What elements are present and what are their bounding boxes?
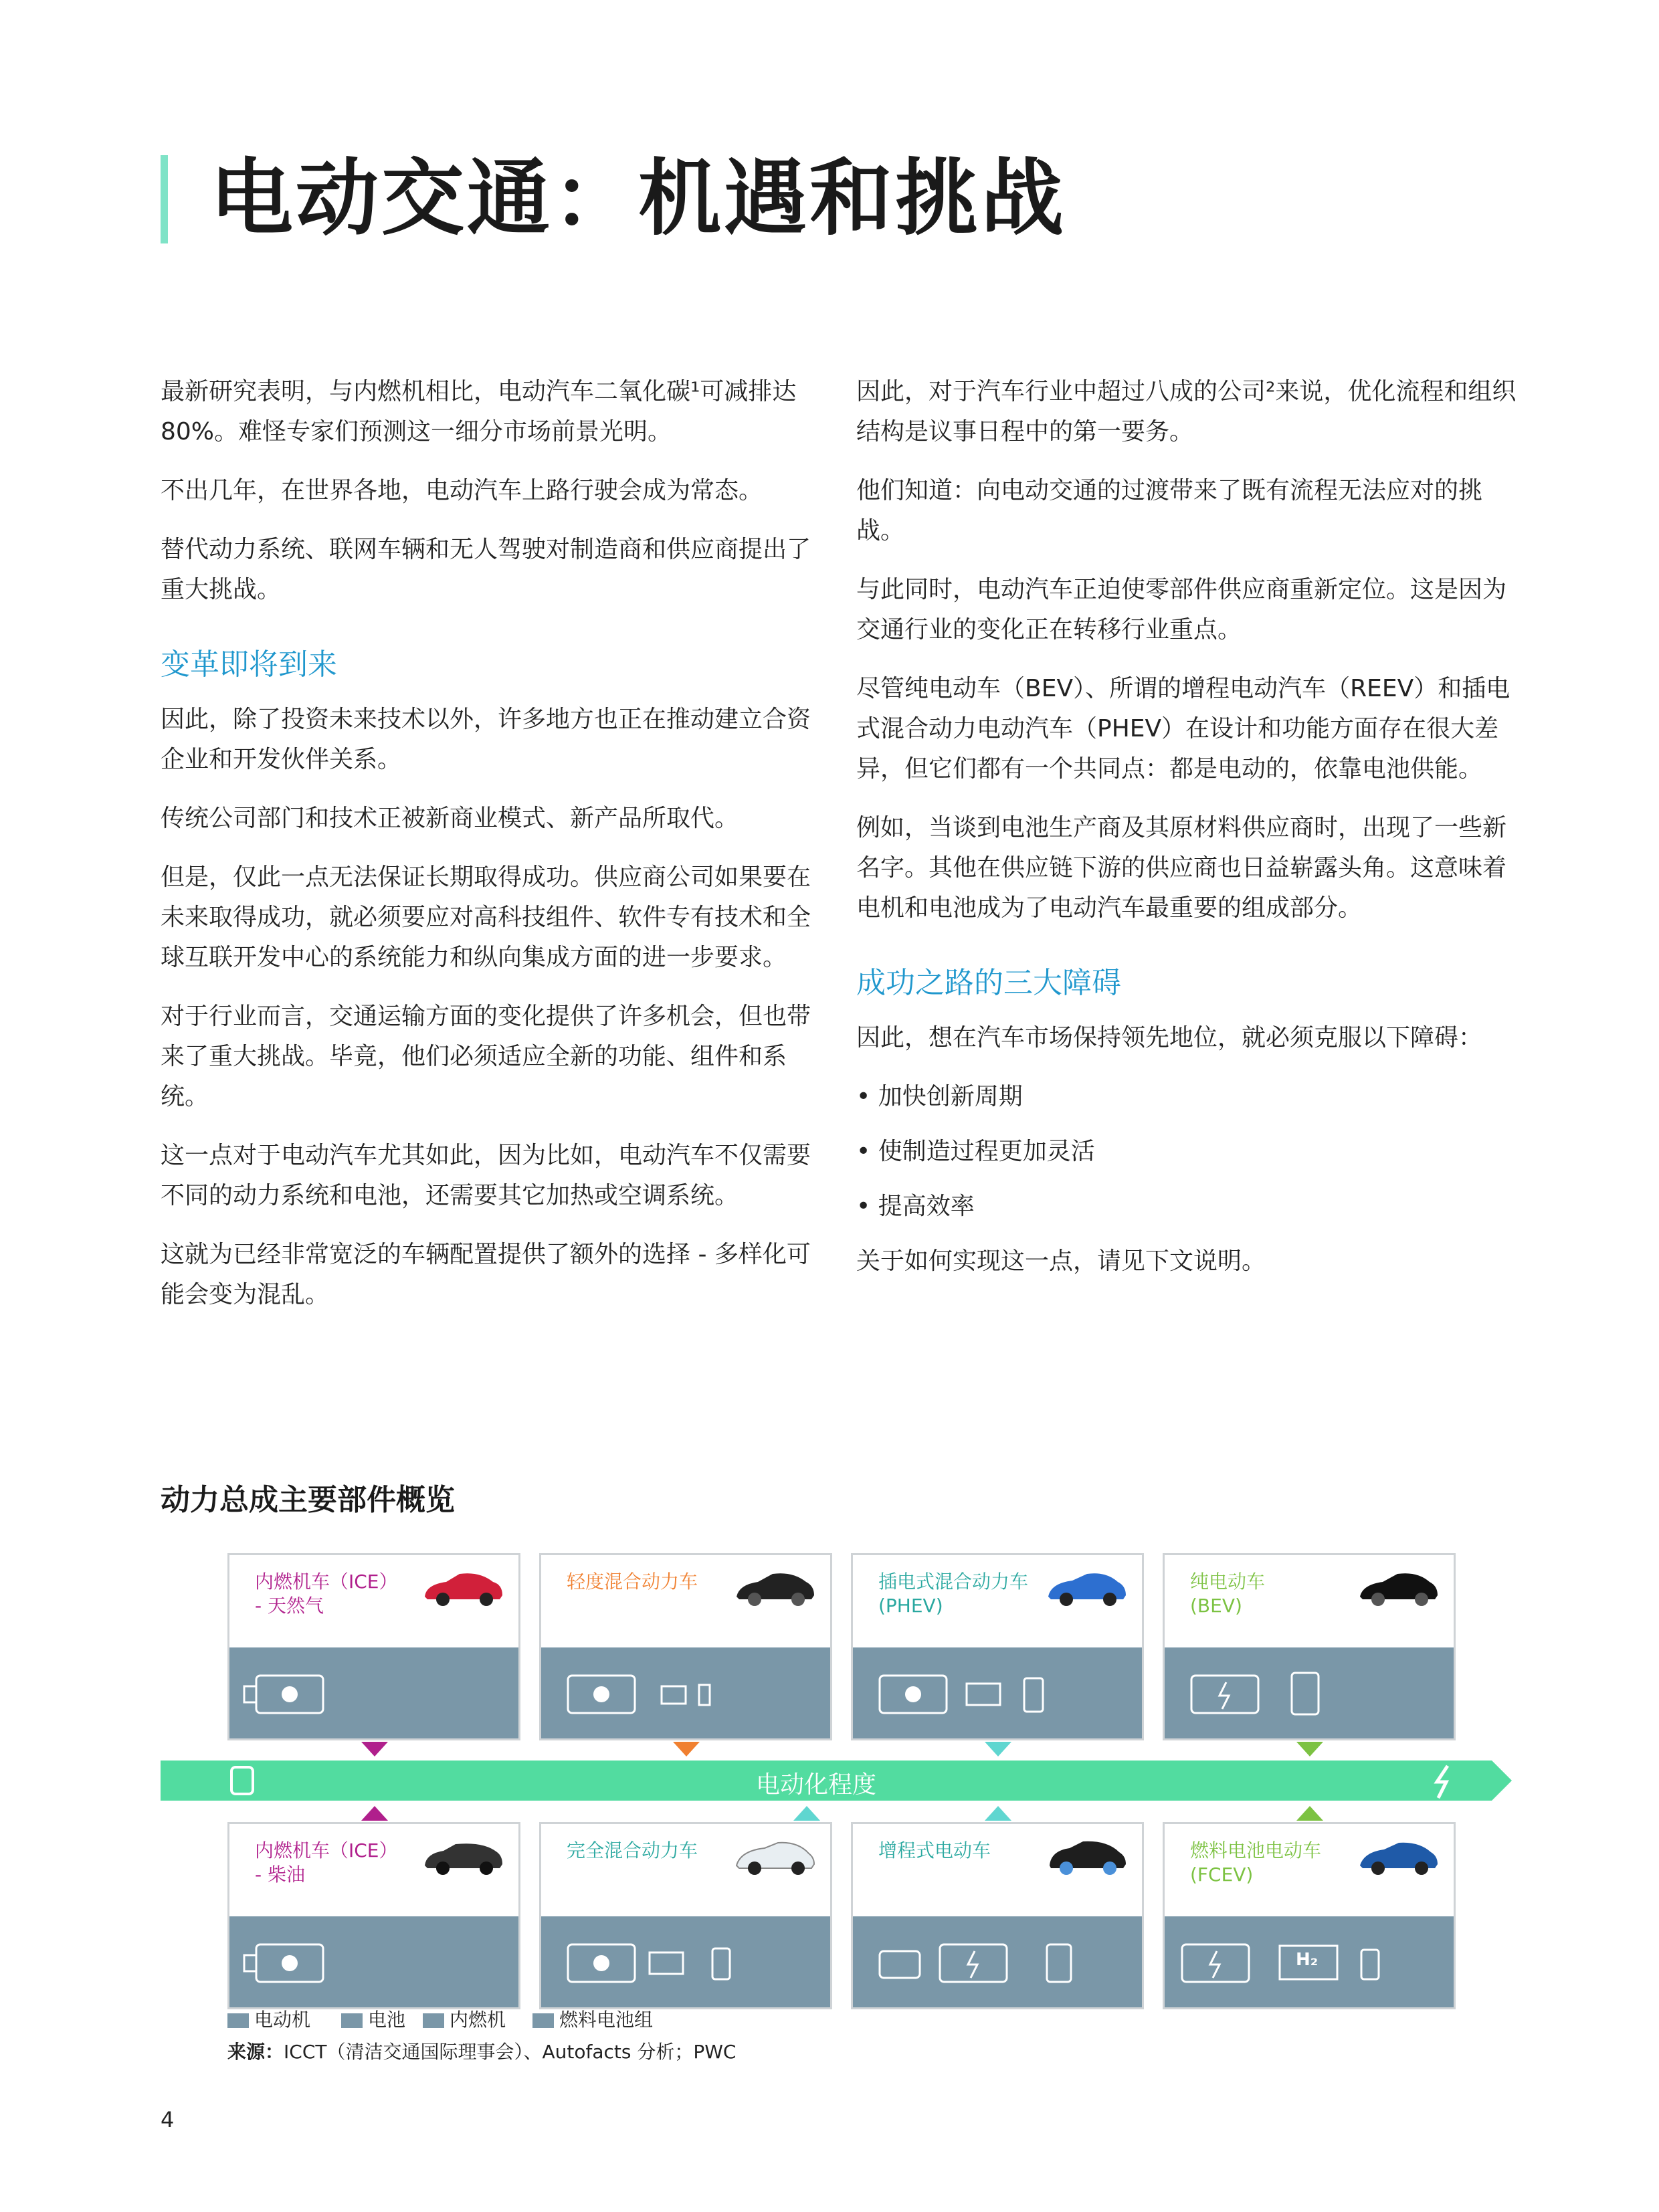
black-sedan-icon — [1355, 1565, 1442, 1611]
bullet-item: • 加快创新周期 — [856, 1077, 1519, 1117]
card-label — [255, 1570, 422, 1618]
paragraph: 他们知道：向电动交通的过渡带来了既有流程无法应对的挑战。 — [856, 477, 1483, 544]
card-label-line1: 完全混合动力车 — [567, 1839, 698, 1862]
card-label — [1190, 1570, 1357, 1618]
card-label-line2: - 柴油 — [255, 1864, 306, 1886]
white-car-icon — [731, 1833, 818, 1880]
page-number: 4 — [161, 2107, 175, 2132]
card-label-line1: 燃料电池电动车 — [1190, 1839, 1322, 1862]
section-heading: 成功之路的三大障碍 — [856, 966, 1121, 1000]
paragraph: 这一点对于电动汽车尤其如此，因为比如，电动汽车不仅需要不同的动力系统和电池，还需要其它加热或空调系统。 — [161, 1142, 811, 1209]
source-note — [227, 2037, 737, 2064]
engine-motor-battery-icons — [853, 1916, 1146, 2007]
page-title: 电动交通：机遇和挑战 — [210, 150, 1067, 247]
card-label — [878, 1570, 1046, 1618]
card-label-line1: 插电式混合动力车 — [878, 1571, 1029, 1593]
card-label-line2: (FCEV) — [1190, 1864, 1254, 1886]
bullet-item: • 使制造过程更加灵活 — [856, 1132, 1519, 1172]
engine-icon — [423, 2013, 444, 2028]
card-bev — [1163, 1553, 1456, 1740]
component-band — [1165, 1647, 1454, 1738]
paragraph: 尽管纯电动车（BEV）、所谓的增程电动汽车（REEV）和插电式混合动力电动汽车（PHEV）在设计和功能方面存在很大差异，但它们都有一个共同点：都是电动的，依靠电池供能。 — [856, 675, 1510, 783]
source-text: ICCT（清洁交通国际理事会）、Autofacts 分析；PWC — [284, 2041, 737, 2063]
source-label: 来源： — [227, 2041, 284, 2063]
paragraph: 不出几年，在世界各地，电动汽车上路行驶会成为常态。 — [161, 477, 763, 504]
legend-item-fuelcell — [532, 2005, 653, 2032]
card-label-line1: 增程式电动车 — [878, 1839, 991, 1862]
legend-item-battery — [341, 2005, 405, 2032]
engine-icon — [229, 1916, 522, 2007]
battery-icon — [341, 2013, 363, 2028]
blue-fcev-car-icon — [1355, 1833, 1442, 1880]
section-heading: 变革即将到来 — [161, 647, 337, 682]
blue-car-icon — [1043, 1565, 1130, 1611]
paragraph: 关于如何实现这一点，请见下文说明。 — [856, 1247, 1266, 1275]
engine-motor-battery-icons — [853, 1647, 1146, 1738]
chart-title: 动力总成主要部件概览 — [161, 1483, 455, 1517]
component-band — [1165, 1916, 1454, 2007]
card-reev — [851, 1822, 1144, 2009]
card-label-line2: (BEV) — [1190, 1595, 1242, 1617]
component-band — [229, 1647, 518, 1738]
paragraph: 因此，除了投资未来技术以外，许多地方也正在推动建立合资企业和开发伙伴关系。 — [161, 706, 811, 773]
legend-item-ice — [423, 2005, 506, 2032]
marker-triangle — [985, 1806, 1011, 1821]
component-band — [229, 1916, 518, 2007]
fuel-cell-icon — [532, 2013, 554, 2028]
title-accent-bar — [161, 155, 168, 243]
card-mild-hybrid — [539, 1553, 832, 1740]
paragraph: 因此，对于汽车行业中超过八成的公司²来说，优化流程和组织结构是议事日程中的第一要务。 — [856, 378, 1517, 445]
paragraph: 替代动力系统、联网车辆和无人驾驶对制造商和供应商提出了重大挑战。 — [161, 536, 811, 603]
paragraph: 例如，当谈到电池生产商及其原材料供应商时，出现了一些新名字。其他在供应链下游的供应商也日益崭露头角。这意味着电机和电池成为了电动汽车最重要的组成部分。 — [856, 814, 1507, 922]
engine-battery-icons — [541, 1647, 834, 1738]
paragraph: 对于行业而言，交通运输方面的变化提供了许多机会，但也带来了重大挑战。毕竟，他们必须适应全新的功能、组件和系统。 — [161, 1003, 811, 1110]
card-label — [1190, 1839, 1357, 1887]
card-ice-gas — [227, 1553, 520, 1740]
right-column — [856, 372, 1519, 1300]
h2-label: H₂ — [1296, 1950, 1319, 1970]
compact-car-icon — [1043, 1833, 1130, 1880]
card-fcev — [1163, 1822, 1456, 2009]
card-label-line1: 轻度混合动力车 — [567, 1571, 698, 1593]
motor-battery-icons — [1165, 1647, 1458, 1738]
paragraph: 这就为已经非常宽泛的车辆配置提供了额外的选择 - 多样化可能会变为混乱。 — [161, 1241, 811, 1308]
left-column — [161, 372, 823, 1334]
engine-motor-battery-icons — [541, 1916, 834, 2007]
legend-label: 内燃机 — [450, 2009, 506, 2031]
card-ice-diesel — [227, 1822, 520, 2009]
component-band — [541, 1647, 830, 1738]
paragraph: 因此，想在汽车市场保持领先地位，就必须克服以下障碍： — [856, 1024, 1483, 1051]
black-car-icon — [731, 1565, 818, 1611]
legend-label: 燃料电池组 — [559, 2009, 654, 2031]
paragraph: 与此同时，电动汽车正迫使零部件供应商重新定位。这是因为交通行业的变化正在转移行业重点。 — [856, 576, 1507, 643]
card-label-line2: - 天然气 — [255, 1595, 324, 1617]
paragraph: 传统公司部门和技术正被新商业模式、新产品所取代。 — [161, 805, 739, 832]
card-label — [255, 1839, 422, 1887]
card-label-line1: 纯电动车 — [1190, 1571, 1266, 1593]
card-label — [567, 1839, 734, 1863]
bullet-list — [856, 1077, 1519, 1227]
red-car-icon — [419, 1565, 506, 1611]
component-band — [541, 1916, 830, 2007]
motor-icon — [227, 2013, 249, 2028]
axis-label: 电动化程度 — [756, 1771, 877, 1799]
card-label-line1: 内燃机车（ICE） — [255, 1571, 398, 1593]
marker-triangle — [793, 1806, 820, 1821]
legend-item-motor — [227, 2005, 310, 2032]
card-label — [878, 1839, 1046, 1863]
paragraph: 但是，仅此一点无法保证长期取得成功。供应商公司如果要在未来取得成功，就必须要应对高科技组件、软件专有技术和全球互联开发中心的系统能力和纵向集成方面的进一步要求。 — [161, 864, 811, 971]
card-label-line2: (PHEV) — [878, 1595, 943, 1617]
legend-label: 电池 — [368, 2009, 406, 2031]
card-phev — [851, 1553, 1144, 1740]
dark-wagon-icon — [419, 1833, 506, 1880]
card-label — [567, 1570, 734, 1594]
card-label-line1: 内燃机车（ICE） — [255, 1839, 398, 1862]
bullet-item: • 提高效率 — [856, 1187, 1519, 1227]
component-band — [853, 1916, 1142, 2007]
marker-triangle — [1296, 1806, 1323, 1821]
engine-icon — [229, 1647, 522, 1738]
component-band — [853, 1647, 1142, 1738]
card-full-hybrid — [539, 1822, 832, 2009]
legend-label: 电动机 — [254, 2009, 311, 2031]
marker-triangle — [361, 1806, 388, 1821]
paragraph: 最新研究表明，与内燃机相比，电动汽车二氧化碳¹可减排达 80%。难怪专家们预测这一细分市场前景光明。 — [161, 378, 797, 445]
